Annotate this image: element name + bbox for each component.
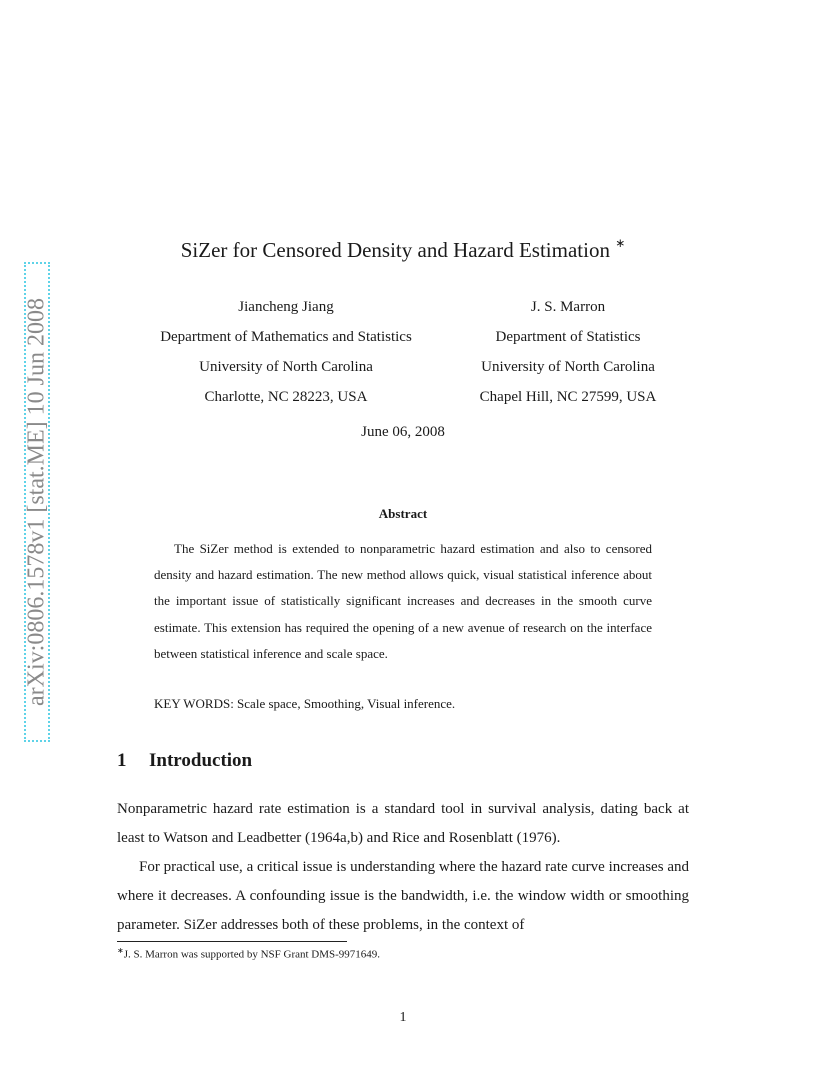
title-footnote-marker: ∗ <box>615 236 626 250</box>
author-department: Department of Statistics <box>495 329 641 345</box>
author-name: J. S. Marron <box>530 299 606 315</box>
arxiv-stamp-text: arXiv:0806.1578v1 [stat.ME] 10 Jun 2008 <box>23 298 50 706</box>
section-heading <box>117 750 252 772</box>
abstract-body <box>154 536 652 667</box>
section-number: 1 <box>117 750 127 771</box>
abstract-text: The SiZer method is extended to nonparametric hazard estimation and also to censored density and hazard estimation. The new method allows quick, visual statistical inference about the important issue of statistically significant increases and decreases in the smooth curve estimate. This extension has required the opening of a new avenue of research on the interface between statistical inference and scale space. <box>154 541 652 661</box>
keywords: KEY WORDS: Scale space, Smoothing, Visual inference. <box>154 696 456 711</box>
paper-title <box>0 238 806 263</box>
paper-date: June 06, 2008 <box>361 424 445 440</box>
footnote-marker: ∗ <box>117 946 124 955</box>
page-number: 1 <box>399 1010 407 1025</box>
author-address: Chapel Hill, NC 27599, USA <box>479 389 657 405</box>
footnote <box>117 946 380 961</box>
author-name: Jiancheng Jiang <box>238 299 334 315</box>
paragraph: For practical use, a critical issue is understanding where the hazard rate curve increases and where it decreases. A confounding issue is the bandwidth, i.e. the window width or smoothing parameter. SiZer addresses both of these problems, in the context of <box>117 859 689 933</box>
author-university: University of North Carolina <box>481 359 655 375</box>
body-text <box>117 795 689 940</box>
author-department: Department of Mathematics and Statistics <box>160 329 412 345</box>
abstract-heading: Abstract <box>378 506 428 521</box>
author-block-1 <box>136 292 436 412</box>
author-university: University of North Carolina <box>199 359 373 375</box>
section-title: Introduction <box>149 750 253 771</box>
arxiv-stamp <box>24 262 50 742</box>
author-block-2 <box>418 292 718 412</box>
paragraph: Nonparametric hazard rate estimation is a standard tool in survival analysis, dating back at least to Watson and Leadbetter (1964a,b) and Rice and Rosenblatt (1976). <box>117 801 689 846</box>
paper-title-text: SiZer for Censored Density and Hazard Estimation <box>180 238 610 262</box>
footnote-text: J. S. Marron was supported by NSF Grant DMS-9971649. <box>123 948 381 961</box>
author-address: Charlotte, NC 28223, USA <box>204 389 368 405</box>
footnote-rule <box>117 941 347 942</box>
